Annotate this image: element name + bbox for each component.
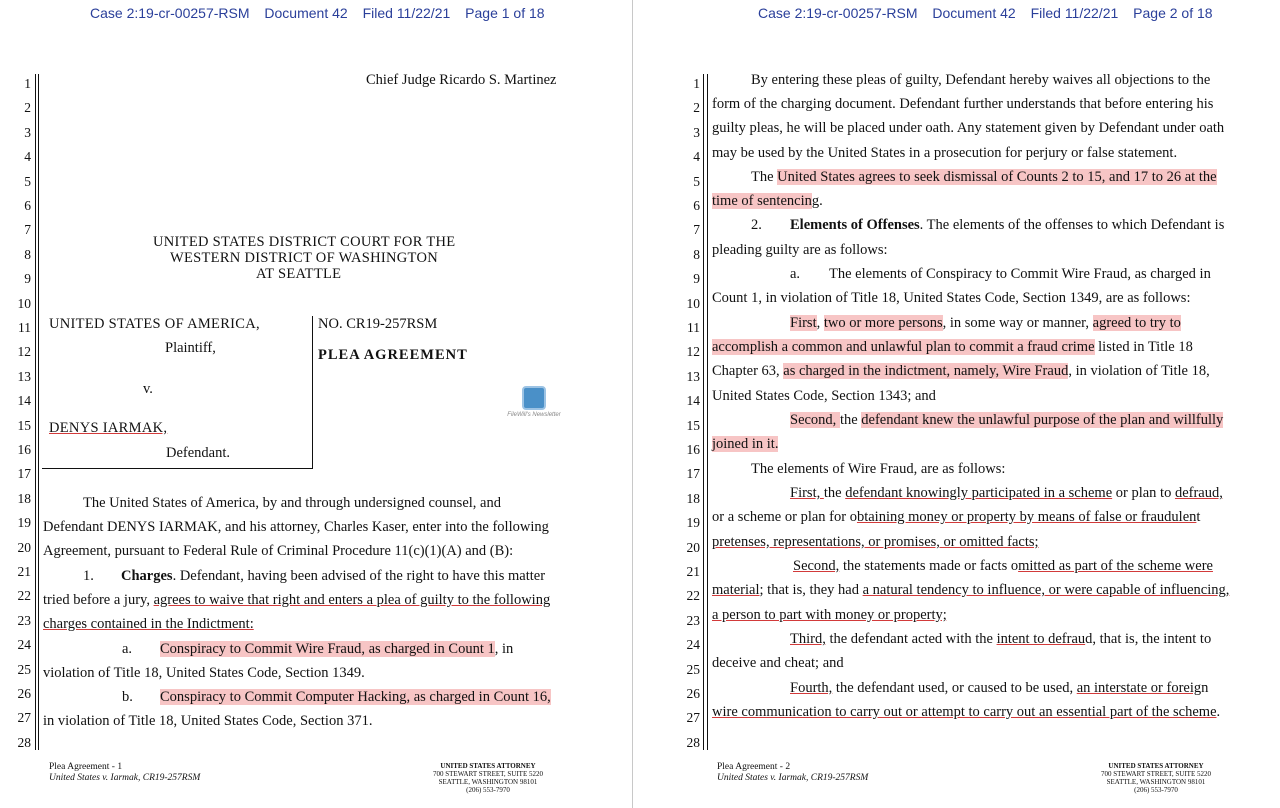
ecf-page: Page 2 of 18 (1133, 5, 1213, 21)
line-number: 11 (687, 320, 700, 335)
line-number: 8 (24, 246, 31, 262)
line-number: 5 (24, 173, 31, 189)
para-number: 2. (751, 217, 762, 233)
line-number: 26 (17, 686, 31, 701)
body-line: Second, the statements made or facts omitted as part of the scheme were (793, 558, 1213, 574)
line-number: 7 (24, 222, 31, 238)
line-number: 27 (17, 710, 31, 726)
newsletter-logo-icon (522, 386, 546, 410)
versus: v. (143, 381, 153, 397)
body-line: Chapter 63, as charged in the indictment, namely, Wire Fraud, in violation of Title 18, (712, 363, 1210, 379)
line-number: 16 (686, 442, 700, 457)
body-line: or a scheme or plan for obtaining money or property by means of false or fraudulent (712, 509, 1201, 525)
line-number: 22 (17, 588, 31, 604)
footer-left: Plea Agreement - 1 United States v. Iarmak, CR19-257RSM (49, 762, 201, 783)
para-line: charges contained in the Indictment: (43, 616, 254, 632)
ecf-filed: Filed 11/22/21 (362, 5, 451, 21)
body-line: guilty pleas, he will be placed under oath. Any statement given by Defendant under oath (712, 120, 1225, 136)
judge-name: Chief Judge Ricardo S. Martinez (366, 72, 557, 88)
body-line: pleading guilty are as follows: (712, 242, 888, 258)
margin-rule (707, 74, 708, 750)
body-line: may be used by the United States in a prosecution for perjury or false statement. (712, 145, 1178, 161)
line-number: 11 (18, 320, 31, 335)
ecf-header (758, 5, 1280, 21)
line-number: 9 (693, 271, 700, 287)
line-number: 25 (686, 661, 700, 677)
line-number: 4 (693, 149, 700, 165)
defendant-name: DENYS IARMAK, (49, 420, 168, 436)
charge-a-line: violation of Title 18, United States Code, Section 1349. (43, 665, 365, 681)
line-number: 16 (17, 442, 31, 457)
line-number: 27 (686, 710, 700, 726)
line-number: 28 (17, 734, 31, 750)
ecf-case: Case 2:19-cr-00257-RSM (90, 5, 250, 21)
stamp-name: FileWill's Newsletter (507, 412, 561, 418)
body-line: Second, the defendant knew the unlawful purpose of the plan and willfully (790, 412, 1224, 428)
line-number: 14 (686, 393, 700, 409)
item-label: a. (790, 266, 801, 282)
item-label: b. (122, 689, 133, 705)
line-number: 23 (17, 612, 31, 628)
margin-rule (703, 74, 704, 750)
line-number: 1 (693, 76, 700, 91)
body-line: wire communication to carry out or attempt to carry out an essential part of the scheme. (712, 704, 1221, 720)
case-number: NO. CR19-257RSM (318, 316, 438, 332)
line-number: 6 (693, 198, 700, 213)
caption-rule (42, 468, 313, 469)
document-page-2 (633, 0, 1280, 808)
plaintiff-name: UNITED STATES OF AMERICA, (49, 316, 260, 332)
line-number: 15 (686, 417, 700, 433)
line-number: 5 (693, 173, 700, 189)
line-number: 6 (24, 198, 31, 213)
charge-a: Conspiracy to Commit Wire Fraud, as charged in Count 1, in (160, 641, 514, 657)
line-number: 24 (686, 637, 700, 653)
line-number: 26 (686, 686, 700, 701)
line-number: 18 (17, 490, 31, 506)
line-number: 28 (686, 734, 700, 750)
line-number: 7 (693, 222, 700, 238)
line-number: 13 (17, 368, 31, 384)
para-line: tried before a jury, agrees to waive that right and enters a plea of guilty to the following (43, 592, 551, 608)
footer-office: UNITED STATES ATTORNEY 700 STEWART STREET, SUITE 5220 SEATTLE, WASHINGTON 98101 (206) 553-7970 (1101, 762, 1211, 794)
plaintiff-label: Plaintiff, (165, 340, 216, 356)
line-number: 17 (17, 466, 31, 482)
item-label: a. (122, 641, 133, 657)
line-number: 1 (24, 76, 31, 91)
body-line: The United States agrees to seek dismissal of Counts 2 to 15, and 17 to 26 at the (751, 169, 1217, 185)
footer-office: UNITED STATES ATTORNEY 700 STEWART STREET, SUITE 5220 SEATTLE, WASHINGTON 98101 (206) 553-7970 (433, 762, 543, 794)
body-line: Third, the defendant acted with the intent to defraud, that is, the intent to (790, 631, 1212, 647)
body-line: United States Code, Section 1343; and (712, 388, 936, 404)
line-number: 18 (686, 490, 700, 506)
ecf-document: Document 42 (264, 5, 348, 21)
defendant-label: Defendant. (166, 445, 231, 461)
line-number: 8 (693, 246, 700, 262)
line-number: 21 (17, 564, 31, 579)
intro-line: The United States of America, by and through undersigned counsel, and (83, 495, 501, 511)
intro-line: Agreement, pursuant to Federal Rule of Criminal Procedure 11(c)(1)(A) and (B): (43, 543, 514, 559)
body-line: time of sentencing. (712, 193, 823, 209)
line-number: 12 (686, 344, 700, 360)
body-line: a person to part with money or property; (712, 607, 947, 623)
line-number: 25 (17, 661, 31, 677)
body-line: deceive and cheat; and (712, 655, 844, 671)
body-line: Count 1, in violation of Title 18, United States Code, Section 1349, are as follows: (712, 290, 1191, 306)
line-number: 22 (686, 588, 700, 604)
body-line: material; that is, they had a natural tendency to influence, or were capable of influencing, (712, 582, 1230, 598)
body-line: By entering these pleas of guilty, Defendant hereby waives all objections to the (751, 72, 1211, 88)
body-line: First, the defendant knowingly participated in a scheme or plan to defraud, (790, 485, 1223, 501)
margin-rule (35, 74, 36, 750)
line-number: 3 (693, 124, 700, 140)
ecf-document: Document 42 (932, 5, 1016, 21)
charge-b-line: in violation of Title 18, United States Code, Section 371. (43, 713, 373, 729)
court-location: AT SEATTLE (256, 266, 342, 282)
body-line: Elements of Offenses. The elements of the offenses to which Defendant is (790, 217, 1225, 233)
footer-left: Plea Agreement - 2 United States v. Iarmak, CR19-257RSM (717, 762, 869, 783)
court-name: UNITED STATES DISTRICT COURT FOR THE (153, 234, 456, 250)
caption-rule (312, 316, 313, 469)
document-title: PLEA AGREEMENT (318, 347, 468, 363)
line-number: 20 (17, 539, 31, 555)
line-number: 24 (17, 637, 31, 653)
line-number: 21 (686, 564, 700, 579)
line-number: 10 (17, 295, 31, 311)
charge-b: Conspiracy to Commit Computer Hacking, as charged in Count 16, (160, 689, 551, 705)
line-number: 2 (693, 100, 700, 116)
body-line: The elements of Conspiracy to Commit Wire Fraud, as charged in (829, 266, 1211, 282)
line-number: 4 (24, 149, 31, 165)
line-number: 2 (24, 100, 31, 116)
intro-line: Defendant DENYS IARMAK, and his attorney, Charles Kaser, enter into the following (43, 519, 549, 535)
court-district: WESTERN DISTRICT OF WASHINGTON (170, 250, 438, 266)
body-line: Fourth, the defendant used, or caused to be used, an interstate or foreign (790, 680, 1209, 696)
body-line: pretenses, representations, or promises, or omitted facts; (712, 534, 1039, 550)
line-number: 10 (686, 295, 700, 311)
body-line: form of the charging document. Defendant further understands that before entering his (712, 96, 1214, 112)
para-line: Charges. Defendant, having been advised of the right to have this matter (121, 568, 546, 584)
line-number: 17 (686, 466, 700, 482)
document-page-1 (0, 0, 632, 808)
line-number: 14 (17, 393, 31, 409)
line-number: 23 (686, 612, 700, 628)
line-number: 15 (17, 417, 31, 433)
body-line: First, two or more persons, in some way or manner, agreed to try to (790, 315, 1181, 331)
body-line: joined in it. (712, 436, 779, 452)
line-number: 20 (686, 539, 700, 555)
ecf-filed: Filed 11/22/21 (1030, 5, 1119, 21)
line-number: 19 (686, 515, 700, 531)
ecf-case: Case 2:19-cr-00257-RSM (758, 5, 918, 21)
line-number: 12 (17, 344, 31, 360)
line-number: 19 (17, 515, 31, 531)
newsletter-stamp (480, 386, 588, 436)
body-line: accomplish a common and unlawful plan to commit a fraud crime listed in Title 18 (712, 339, 1193, 355)
line-number: 3 (24, 124, 31, 140)
ecf-page: Page 1 of 18 (465, 5, 545, 21)
ecf-header (90, 5, 632, 21)
line-number: 9 (24, 271, 31, 287)
line-number: 13 (686, 368, 700, 384)
para-number: 1. (83, 568, 94, 584)
margin-rule (38, 74, 39, 750)
body-line: The elements of Wire Fraud, are as follows: (751, 461, 1006, 477)
